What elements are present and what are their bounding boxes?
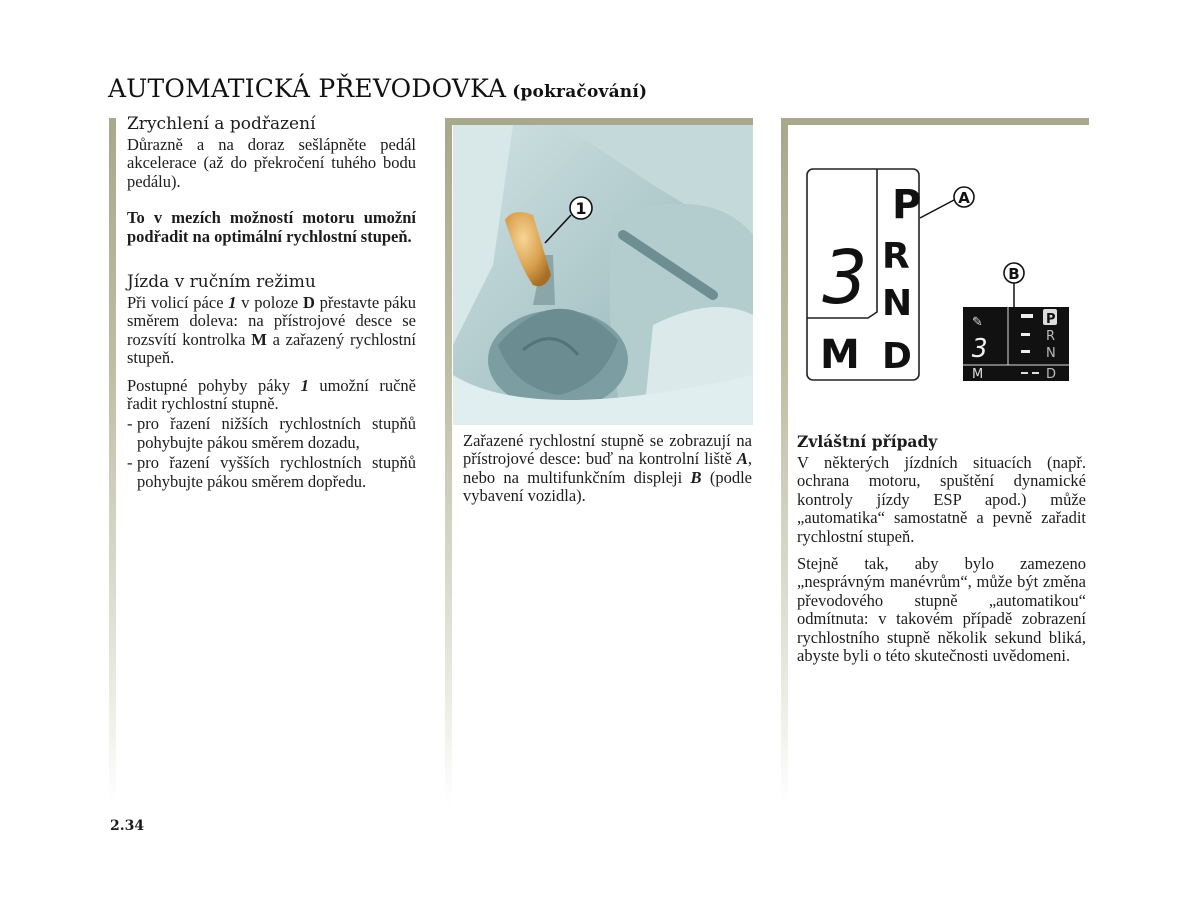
column-3-rule <box>781 118 788 808</box>
column-3-text <box>797 432 1086 665</box>
callout-a-label: A <box>958 189 970 207</box>
display-b-letter-r: R <box>1046 329 1056 344</box>
manual-paragraph-1: Při volicí páce 1 v poloze D přestavte páku směrem doleva: na přístrojové desce se rozsvítí kontrolka M a zařazený rychlostní stupeň. <box>127 293 416 368</box>
gear-display-svg <box>800 160 1080 390</box>
ref-a: A <box>736 449 748 469</box>
gear-display-diagram <box>800 160 1080 390</box>
callout-1-label: 1 <box>575 199 587 218</box>
callout-b-label: B <box>1008 265 1020 283</box>
column-1-rule <box>109 118 116 808</box>
display-b-mode: M <box>972 367 984 382</box>
display-a-letter-p: P <box>892 182 922 228</box>
page-number: 2.34 <box>110 818 145 834</box>
column-2-rule <box>445 118 452 808</box>
ref-b: B <box>690 467 702 487</box>
acceleration-paragraph: Důrazně a na doraz sešlápněte pedál akcelerace (až do překročení tuhého bodu pedálu). <box>127 135 416 191</box>
display-a-mode: M <box>820 332 860 378</box>
ref-lever-1: 1 <box>228 293 237 313</box>
ref-lever-1b: 1 <box>300 375 309 395</box>
column-3-top-rule <box>781 118 1089 125</box>
display-b-gear: 3 <box>972 334 988 364</box>
display-a-letter-d: D <box>882 336 912 377</box>
special-paragraph-2: Stejně tak, aby bylo zamezeno „nesprávným manévrům“, může být změna převodového stupně „automatikou“ odmítnuta: v takovém případě zobrazení rychlostního stupně několik sekund bliká, abyste byli o této skutečnosti uvědomeni. <box>797 554 1086 666</box>
display-a-gear: 3 <box>823 235 868 321</box>
display-b-letter-n: N <box>1046 346 1056 361</box>
special-paragraph-1: V některých jízdních situacích (např. ochrana motoru, spuštění dynamické kontroly jízdy ESP apod.) může „automatika“ samostatně a pevně zařadit rychlostní stupeň. <box>797 453 1086 546</box>
section-heading-special: Zvláštní případy <box>797 432 938 451</box>
photo-caption: Zařazené rychlostní stupně se zobrazují na přístrojové desce: buď na kontrolní liště A, nebo na multifunkčním displeji B (podle vybavení vozidla). <box>463 431 752 506</box>
display-b-letter-d: D <box>1046 367 1057 382</box>
list-item: - pro řazení vyšších rychlostních stupňů pohybujte pákou směrem dopředu. <box>127 453 416 491</box>
section-heading-acceleration: Zrychlení a podřazení <box>127 114 316 134</box>
display-b-letter-p: P <box>1046 312 1056 327</box>
list-item: - pro řazení nižších rychlostních stupňů pohybujte pákou směrem dozadu, <box>127 414 416 452</box>
display-a-letter-n: N <box>882 283 913 324</box>
acceleration-note: To v mezích možností motoru umožní podřadit na optimální rychlostní stupeň. <box>127 208 416 246</box>
display-a-letter-r: R <box>882 236 910 277</box>
section-heading-manual: Jízda v ručním režimu <box>127 272 316 293</box>
gear-lever-illustration <box>453 125 753 425</box>
display-b-icon: ✎ <box>972 315 983 330</box>
column-2-top-rule <box>445 118 753 125</box>
gear-lever-photo <box>453 125 753 425</box>
manual-paragraph-2: Postupné pohyby páky 1 umožní ručně řadit rychlostní stupně. <box>127 375 416 414</box>
title-main: AUTOMATICKÁ PŘEVODOVKA <box>108 74 507 103</box>
title-subtitle: (pokračování) <box>512 82 648 102</box>
column-1 <box>127 114 416 491</box>
page-title <box>108 74 647 103</box>
